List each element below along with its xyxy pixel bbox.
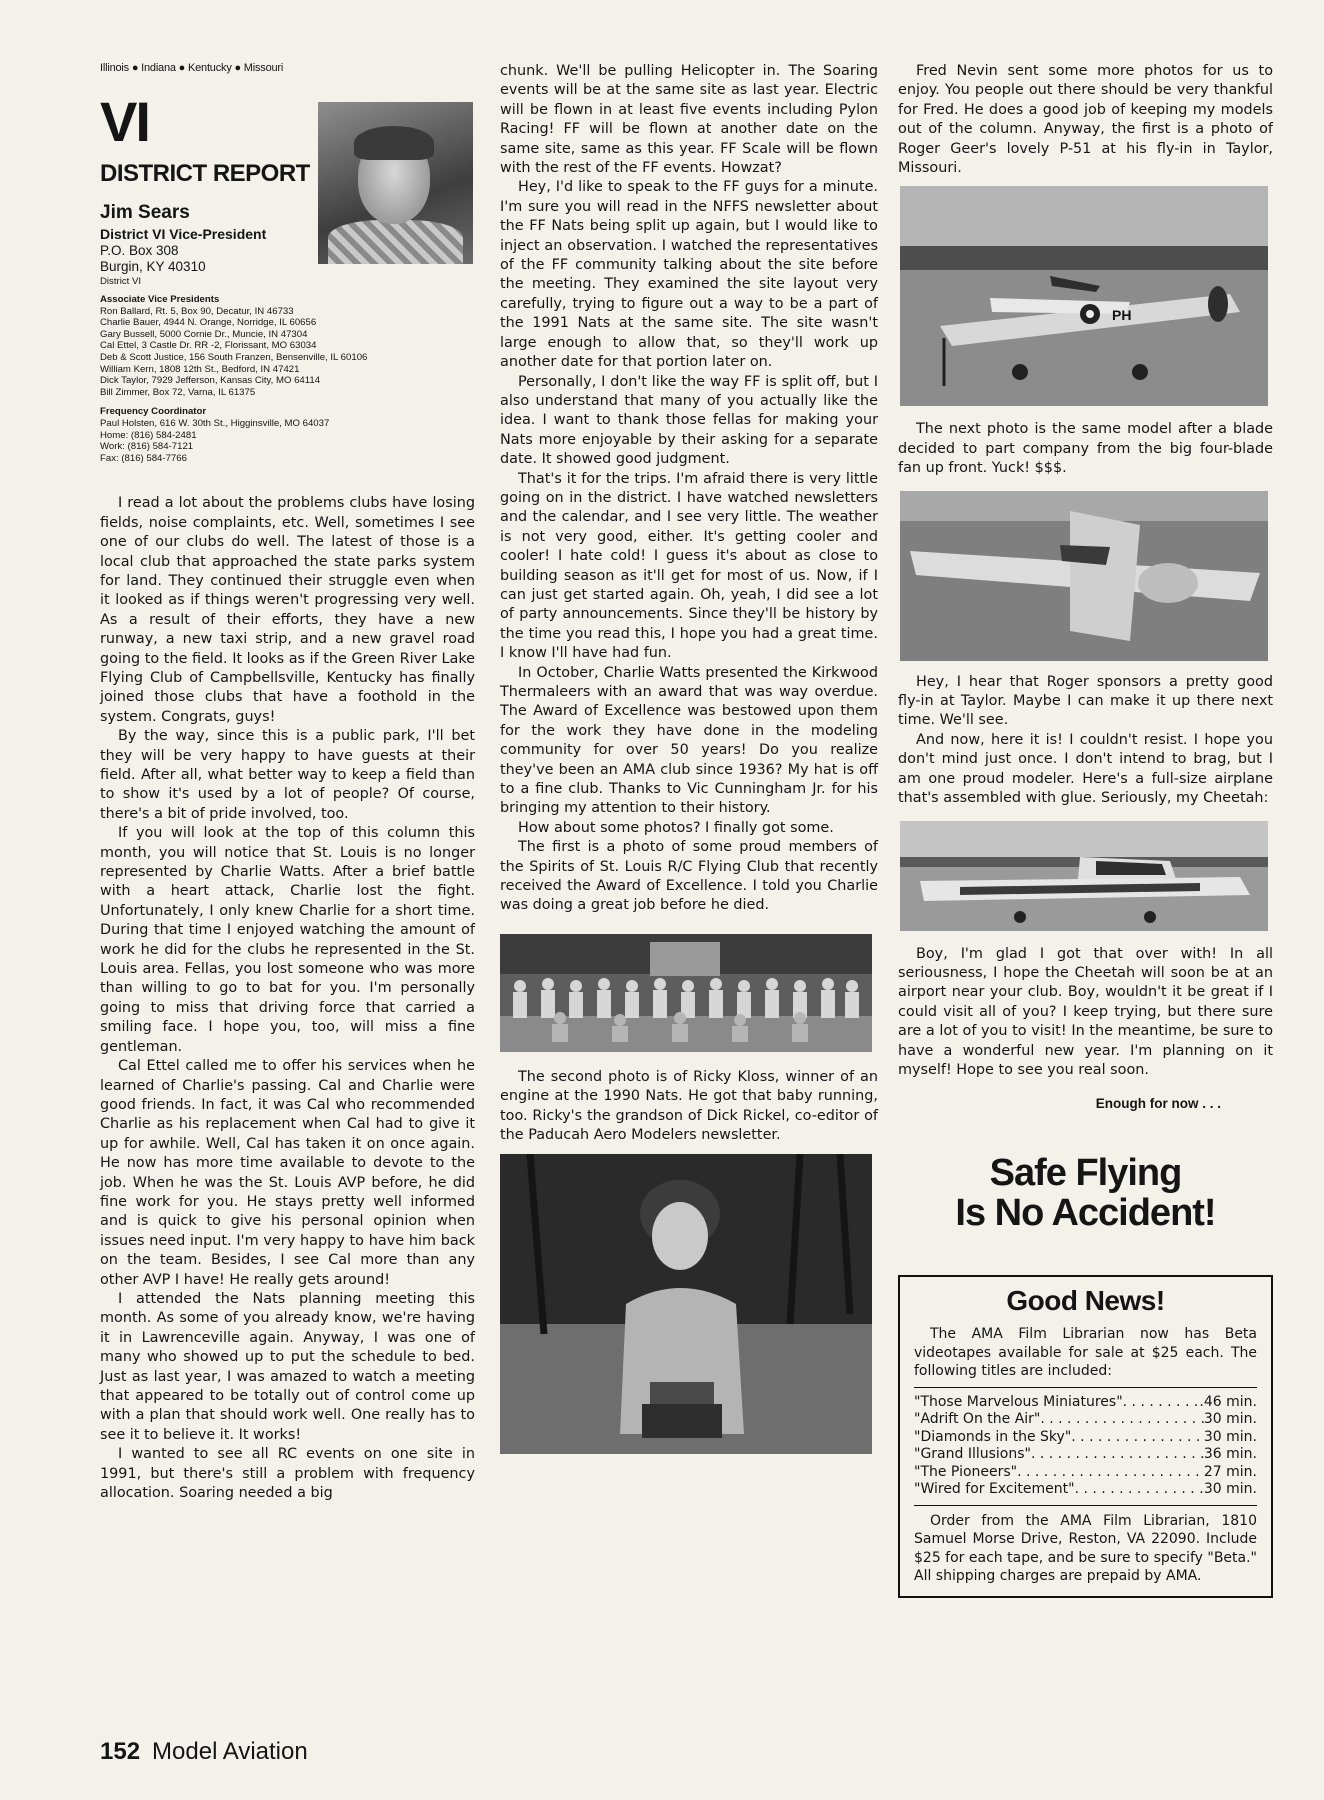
paragraph: How about some photos? I finally got some.	[518, 819, 834, 836]
vp-title: District VI Vice-President	[100, 226, 267, 242]
p51-damaged-photo-graphic	[900, 491, 1268, 661]
page-number: 152	[100, 1738, 141, 1765]
paragraph: I read a lot about the problems clubs have losing fields, noise complaints, etc. Well, sometimes I see one of our clubs do well. The latest of those is a local club that approached the state parks system for land. They continued their struggle even when it looked as if things weren't progressing very well. As a result of their efforts, they have a new runway, a new taxi strip, and a new gravel road going to the field. It looks as if the Green River Lake Flying Club of Campbellsville, Kentucky has finally joined those clubs that have a foothold in the system. Congrats, guys!	[100, 495, 475, 725]
video-title-list	[914, 1387, 1257, 1499]
club-group-photo-graphic	[500, 934, 872, 1052]
magazine-name: Model Aviation	[152, 1738, 308, 1765]
states-line: Illinois ● Indiana ● Kentucky ● Missouri	[100, 62, 284, 74]
district-header	[100, 78, 475, 296]
ricky-kloss-photo	[500, 1154, 872, 1454]
list-item: "Those Marvelous Miniatures" . . . .46 min.	[914, 1394, 1257, 1412]
district-number: VI	[100, 90, 149, 153]
column-3	[898, 62, 1273, 1598]
p51-damaged-photo	[900, 491, 1268, 661]
signoff: Enough for now . . .	[1095, 1096, 1221, 1112]
paragraph: Fred Nevin sent some more photos for us to enjoy. You people out there should be very thankful for Fred. He does a good job of keeping my models out of the column. Anyway, the first is a photo of Roger Geer's lovely P-51 at his fly-in in Taylor, Missouri.	[898, 63, 1273, 177]
club-group-photo	[500, 934, 872, 1052]
good-news-intro: The AMA Film Librarian now has Beta videotapes available for sale at $25 each. The following titles are included:	[914, 1326, 1257, 1380]
p51-photo	[900, 186, 1268, 406]
list-item: "Wired for Excitement" . . . 30 min.	[914, 1481, 1257, 1499]
paragraph: Boy, I'm glad I got that over with! In all seriousness, I hope the Cheetah will soon be at an airport near your club. Boy, wouldn't it be great if I could visit all of you? I keep trying, but there sure are a lot of you to visit! In the meantime, be sure to have a wonderful new year. I'm planning on it myself! Hope to see you real soon.	[898, 945, 1273, 1078]
list-item: "Diamonds in the Sky" . . . 30 min.	[914, 1429, 1257, 1447]
vp-name: Jim Sears	[100, 202, 190, 223]
ricky-kloss-photo-graphic	[500, 1154, 872, 1454]
cheetah-photo-graphic	[900, 821, 1268, 931]
paragraph: That's it for the trips. I'm afraid there is very little going on in the district. I have watched newsletters and the calendar, and I see very little. The weather is not very good, either. It's getting cooler and cooler! I hate cold! I guess it's about as close to building season as it'll get for most of us. Now, if I can just get started again. Oh, yeah, I did see a lot of party announcements. Since they'll be history by the time you read this, I hope you had a great time. I know I'll have had fun.	[500, 470, 878, 662]
paragraph: Personally, I don't like the way FF is split off, but I also understand that many of you actually like the idea. I want to thank those fellas for making your Nats more enjoyable by their asking for a separate date. It showed good judgment.	[500, 373, 878, 468]
photo-caption: The next photo is the same model after a blade decided to part company from the big four-blade fan up front. Yuck! $$$.	[898, 421, 1273, 477]
paragraph: chunk. We'll be pulling Helicopter in. The Soaring events will be at the same site as last year. Electric will be flown in at least five events including Pylon Racing! FF will be flown at another date on the same site, same as this year. FF Scale will be flown with the rest of the FF events. Howzat?	[500, 63, 878, 177]
list-item: "Grand Illusions" . . . 36 min.	[914, 1446, 1257, 1464]
p51-photo-graphic	[900, 186, 1268, 406]
paragraph: I attended the Nats planning meeting this month. As some of you already know, we're having it in Lawrenceville again. Anyway, I was one of many who showed up to put the schedule to bed. Just as last year, I was amazed to watch a meeting that appeared to be totally out of control come up with a plan that should work well. One really has to see it to believe it. It works!	[100, 1290, 475, 1443]
good-news-order: Order from the AMA Film Librarian, 1810 Samuel Morse Drive, Reston, VA 22090. Include $25 for each tape, and be sure to specify "Beta." All shipping charges are prepaid by AMA.	[914, 1505, 1257, 1586]
district-title: DISTRICT REPORT	[100, 160, 310, 187]
paragraph: And now, here it is! I couldn't resist. I hope you don't mind just once. I don't intend to brag, but I am one proud modeler. Here's a full-size airplane that's assembled with glue. Seriously, my Cheetah:	[898, 731, 1273, 807]
photo-caption: The second photo is of Ricky Kloss, winner of an engine at the 1990 Nats. He got that baby running, too. Ricky's the grandson of Dick Rickel, co-editor of the Paducah Aero Modelers newsletter.	[500, 1068, 878, 1144]
paragraph: Cal Ettel called me to offer his services when he learned of Charlie's passing. Cal and Charlie were good friends. In fact, it was Cal who recommended Charlie as his replacement when Cal had to give it up for awhile. Well, Cal has taken it on once again. He now has more time available to devote to the job. When he was the St. Louis AVP before, he did fine work for you. He stays pretty well informed and is quick to give his personal opinion when issues need input. I'm very happy to have him back on the team. Besides, I see Cal more than any other AVP I have! He really gets around!	[100, 1058, 475, 1288]
frequency-coordinator: Frequency Coordinator Paul Holsten, 616 W. 30th St., Higginsville, MO 64037 Home: (816) 584-2481 Work: (816) 584-7121 Fax: (816) 584-7766	[100, 406, 330, 464]
paragraph: In October, Charlie Watts presented the Kirkwood Thermaleers with an award that was way overdue. The Award of Excellence was bestowed upon them for the work they have done in the modeling community for over 50 years! Do you realize they've been an AMA club since 1936? My hat is off to a fine club. Thanks to Vic Cunningham Jr. for his bringing my attention to their history.	[500, 664, 878, 817]
page-footer	[100, 1738, 308, 1766]
good-news-box	[898, 1275, 1273, 1598]
cheetah-photo	[900, 821, 1268, 931]
list-item: "The Pioneers" . . . 27 min.	[914, 1464, 1257, 1482]
good-news-title: Good News!	[1006, 1285, 1165, 1317]
column-2	[500, 62, 878, 1454]
paragraph: I wanted to see all RC events on one site in 1991, but there's still a problem with frequency allocation. Soaring needed a big	[100, 1446, 475, 1502]
paragraph: If you will look at the top of this column this month, you will notice that St. Louis is no longer represented by Charlie Watts. After a brief battle with a heart attack, Charlie lost the fight. Unfortunately, I only knew Charlie for a short time. During that time I enjoyed watching the amount of work he did for the clubs he represented in the St. Louis area. Fellas, you lost someone who was more than willing to go to bat for you. I'm personally going to miss that driving force that carried a smiling face. I hope you, too, will miss a fine gentleman.	[100, 825, 475, 1055]
column-1	[100, 62, 475, 1503]
paragraph: Hey, I hear that Roger sponsors a pretty good fly-in at Taylor. Maybe I can make it up there next time. We'll see.	[898, 673, 1273, 729]
paragraph: Hey, I'd like to speak to the FF guys for a minute. I'm sure you will read in the NFFS newsletter about the FF Nats being split up again, but I would like to inject an observation. I watched the representatives of the FF community talking about the site before the meeting. They examined the site layout very carefully, trying to figure out a way to be a part of the 1991 Nats at the same site. The site wasn't large enough to allow that, so they'll work up another date for that portion later on.	[500, 179, 878, 371]
associate-vps: Associate Vice Presidents Ron Ballard, Rt. 5, Box 90, Decatur, IN 46733 Charlie Bauer, 4944 N. Orange, Norridge, IL 60656 Gary Bussell, 5000 Cornie Dr., Muncie, IN 47304 Cal Ettel, 3 Castle Dr. RR -2, Florissant, MO 63034 Deb & Scott Justice, 156 South Franzen, Bensenville, IL 60106 William Kern, 1808 12th St., Bedford, IN 47421 Dick Taylor, 7929 Jefferson, Kansas City, MO 64114 Bill Zimmer, Box 72, Varna, IL 61375	[100, 294, 368, 398]
vp-portrait-photo	[318, 102, 473, 264]
vp-address: P.O. Box 308 Burgin, KY 40310 District VI	[100, 243, 206, 287]
paragraph: The first is a photo of some proud members of the Spirits of St. Louis R/C Flying Club that recently received the Award of Excellence. I told you Charlie was doing a great job before he died.	[500, 839, 878, 914]
p51-marking: PH	[1112, 307, 1132, 324]
paragraph: By the way, since this is a public park, I'll bet they will be very happy to have guests at their field. After all, what better way to keep a field than to show it's used by a lot of people? Of course, there's a bit of pride involved, too.	[100, 728, 475, 822]
safe-flying-ad: Safe Flying Is No Accident!	[955, 1152, 1216, 1235]
list-item: "Adrift On the Air" . . . 30 min.	[914, 1411, 1257, 1429]
